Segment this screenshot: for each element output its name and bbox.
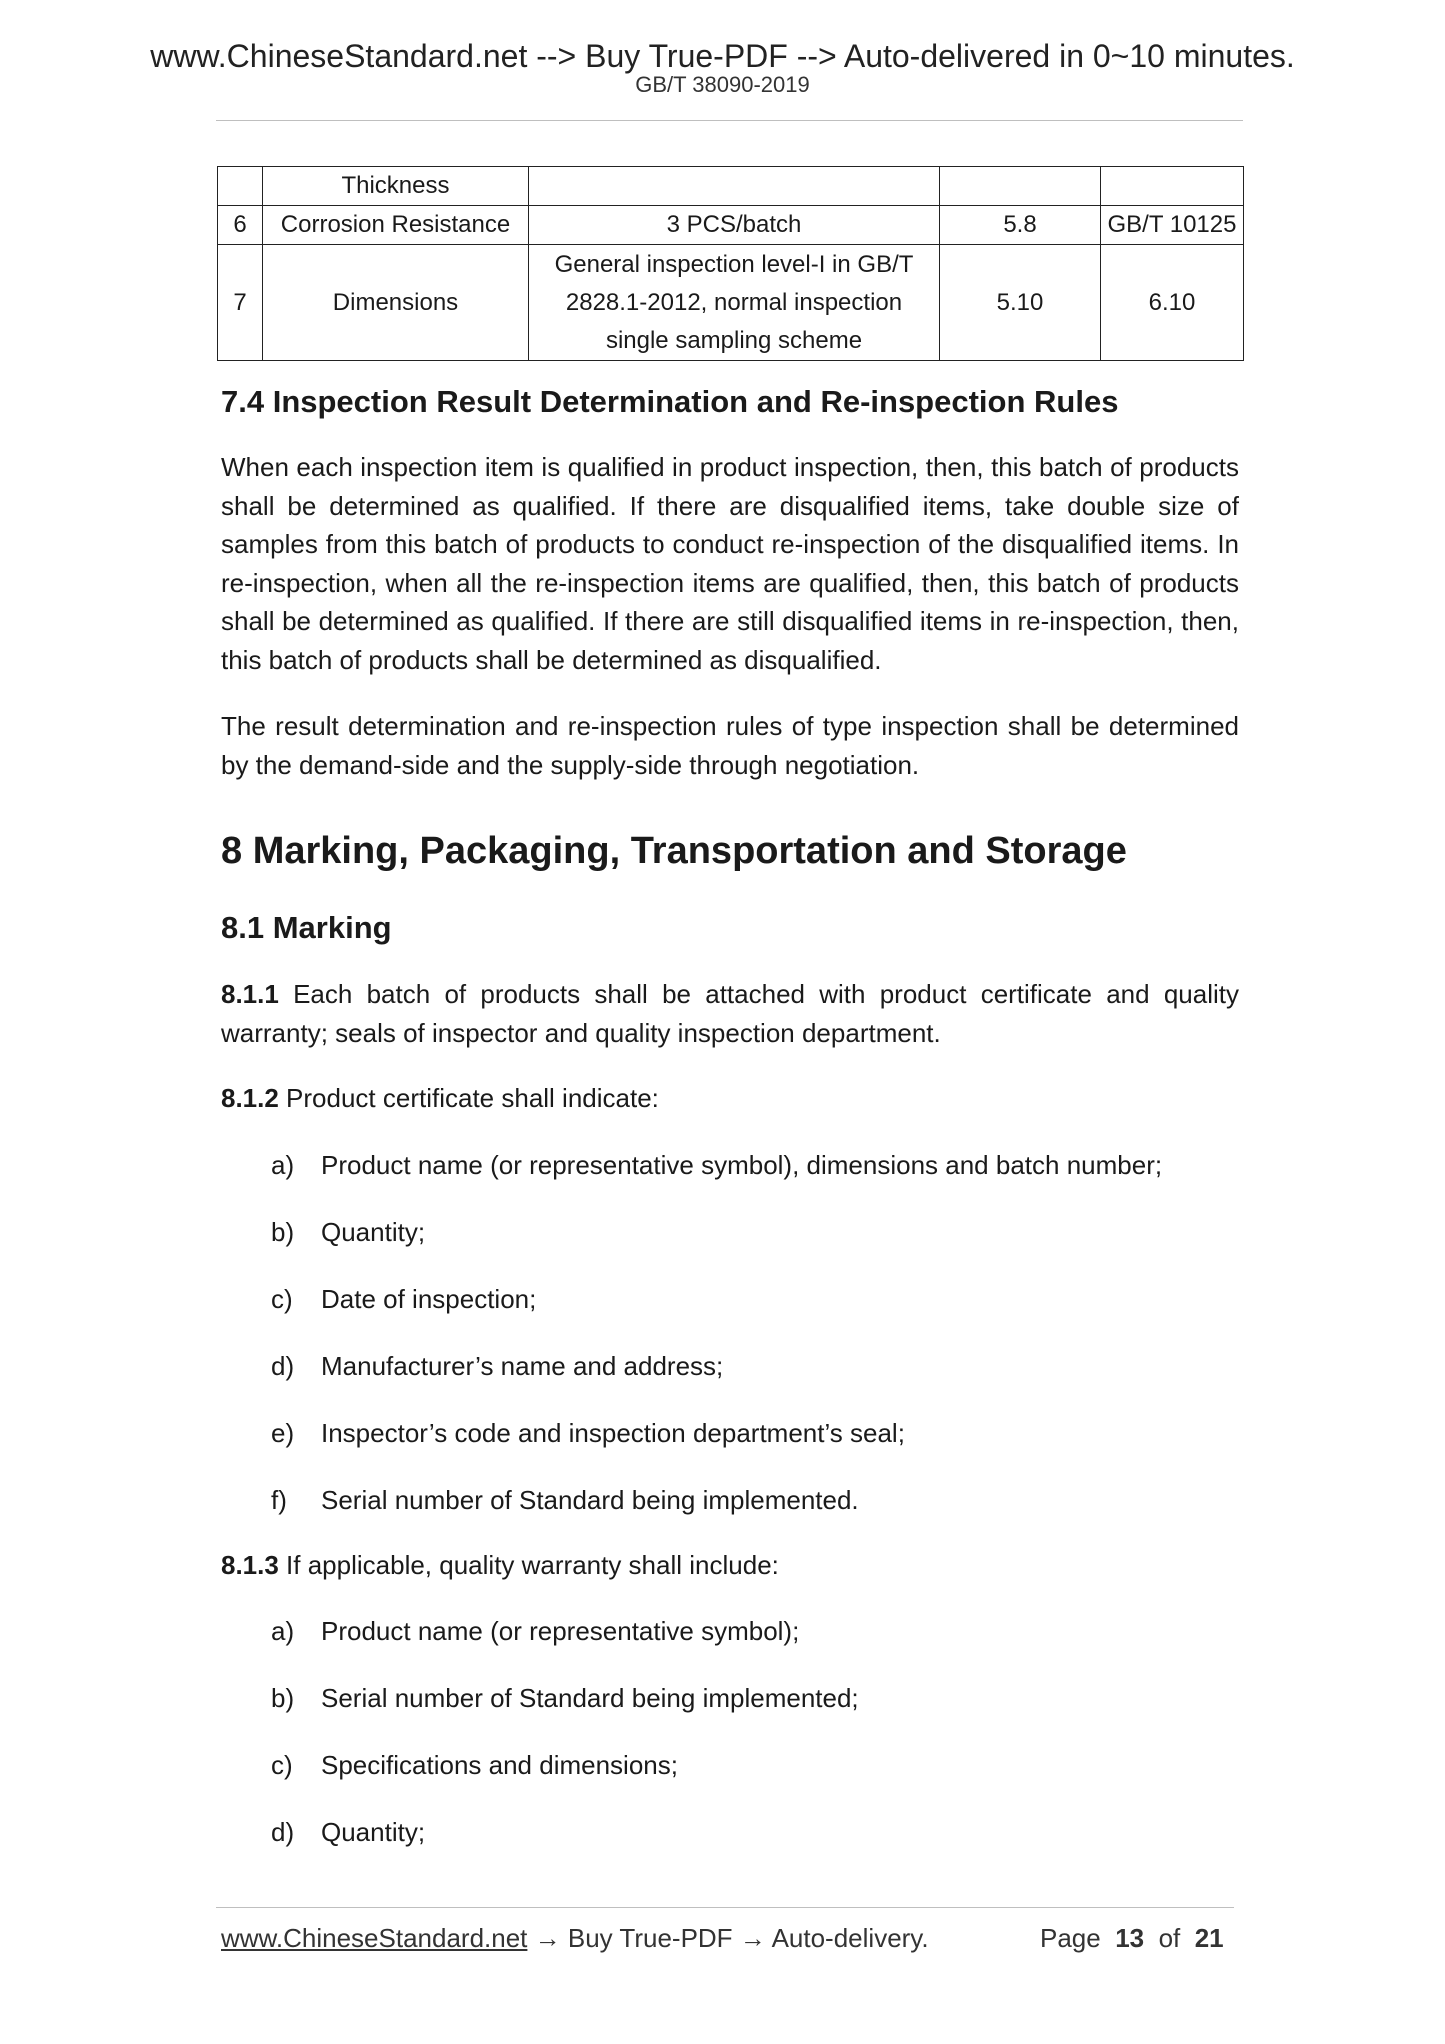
section-heading-8: 8 Marking, Packaging, Transportation and Storage — [221, 830, 1127, 872]
list-marker: a) — [271, 1616, 295, 1646]
clause-text: Product certificate shall indicate: — [278, 1083, 659, 1113]
of-label: of — [1158, 1923, 1181, 1953]
clause-text: If applicable, quality warranty shall include: — [278, 1549, 779, 1580]
footer-tail: → Buy True-PDF → Auto-delivery. — [527, 1923, 929, 1953]
list-marker: c) — [271, 1283, 293, 1314]
cell-sampling: 3 PCS/batch — [529, 206, 940, 245]
list-item — [221, 1414, 1239, 1452]
list-marker: b) — [271, 1216, 295, 1247]
list-text: Specifications and dimensions; — [321, 1750, 678, 1780]
list-text: Product name (or representative symbol), dimensions and batch number; — [321, 1149, 1163, 1180]
table-row — [218, 206, 1244, 245]
standard-code: GB/T 38090-2019 — [635, 72, 810, 97]
page-total: 21 — [1194, 1923, 1224, 1953]
section-heading-8-1: 8.1 Marking — [221, 910, 392, 945]
section-heading-7-4: 7.4 Inspection Result Determination and Re-inspection Rules — [221, 384, 1119, 419]
cell-item: Dimensions — [263, 245, 529, 361]
list-text: Serial number of Standard being implemented; — [321, 1683, 859, 1713]
sampling-line: General inspection level-I in GB/T — [554, 250, 914, 278]
list-text: Quantity; — [321, 1817, 426, 1847]
footer-divider — [216, 1907, 1234, 1908]
sampling-line: 2828.1-2012, normal inspection — [565, 288, 903, 316]
clause-8-1-1 — [221, 975, 1239, 1052]
paragraph: The result determination and re-inspection rules of type inspection shall be determined by the demand-side and the supply-side through negotiation. — [221, 711, 1239, 780]
page-current: 13 — [1115, 1923, 1145, 1953]
list-text: Product name (or representative symbol); — [321, 1616, 800, 1646]
list-text: Inspector’s code and inspection department’s seal; — [321, 1417, 905, 1448]
list-item — [221, 1746, 1239, 1784]
inspection-table — [217, 166, 1244, 361]
cell-no: 7 — [218, 245, 263, 361]
list-item — [221, 1213, 1239, 1251]
top-banner: www.ChineseStandard.net --> Buy True-PDF --> Auto-delivered in 0~10 minutes. — [150, 38, 1295, 74]
footer-left — [221, 1923, 929, 1954]
cell-item: Thickness — [263, 167, 529, 206]
cell-requirement: 5.10 — [940, 245, 1101, 361]
cell-method: GB/T 10125 — [1101, 206, 1244, 245]
header-divider — [216, 120, 1243, 121]
paragraph: When each inspection item is qualified in product inspection, then, this batch of products shall be determined as qualified. If there are disqualified items, take double size of samples from this batch of products to conduct re-inspection of the disqualified items. In re-inspection, when all the re-inspection items are qualified, then, this batch of products shall be determined as qualified. If there are still disqualified items in re-inspection, then, this batch of products shall be determined as disqualified. — [221, 452, 1239, 675]
list-text: Serial number of Standard being implemented. — [321, 1484, 859, 1515]
list-item — [221, 1146, 1239, 1184]
clause-8-1-3 — [221, 1546, 1239, 1585]
list-marker: a) — [271, 1149, 295, 1180]
cell-no: 6 — [218, 206, 263, 245]
cell-item: Corrosion Resistance — [263, 206, 529, 245]
list-marker: f) — [271, 1484, 287, 1515]
cell-sampling — [529, 167, 940, 206]
list-text: Quantity; — [321, 1216, 426, 1247]
cell-no — [218, 167, 263, 206]
cell-method: 6.10 — [1101, 245, 1244, 361]
cell-requirement — [940, 167, 1101, 206]
list-item — [221, 1280, 1239, 1318]
table-row — [218, 167, 1244, 206]
list-item — [221, 1612, 1239, 1650]
clause-text: Each batch of products shall be attached with product certificate and quality warranty; seals of inspector and quality inspection department. — [221, 979, 1239, 1048]
page-label: Page — [1040, 1923, 1101, 1953]
table-row — [218, 245, 1244, 361]
list-text: Date of inspection; — [321, 1283, 537, 1314]
clause-number: 8.1.2 — [221, 1083, 279, 1113]
sampling-line: single sampling scheme — [605, 326, 863, 354]
list-marker: e) — [271, 1417, 295, 1448]
list-item — [221, 1813, 1239, 1851]
list-marker: c) — [271, 1750, 293, 1780]
document-body — [221, 380, 1239, 1851]
cell-sampling — [529, 245, 940, 361]
footer-site-link[interactable]: www.ChineseStandard.net — [221, 1923, 528, 1953]
list-item — [221, 1347, 1239, 1385]
clause-number: 8.1.1 — [221, 979, 279, 1009]
page-indicator — [1040, 1923, 1224, 1954]
cell-requirement: 5.8 — [940, 206, 1101, 245]
clause-number: 8.1.3 — [221, 1549, 279, 1580]
list-text: Manufacturer’s name and address; — [321, 1350, 724, 1381]
list-marker: b) — [271, 1683, 295, 1713]
list-marker: d) — [271, 1817, 295, 1847]
clause-8-1-2 — [221, 1079, 1239, 1118]
list-item — [221, 1679, 1239, 1717]
cell-method — [1101, 167, 1244, 206]
list-marker: d) — [271, 1350, 295, 1381]
list-item — [221, 1481, 1239, 1519]
